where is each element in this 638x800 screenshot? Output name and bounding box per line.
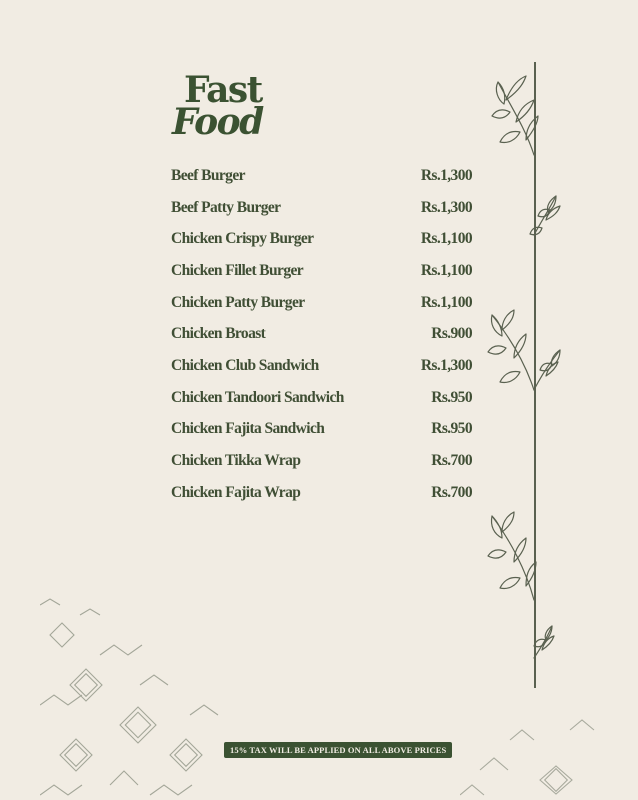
item-name: Chicken Tikka Wrap	[171, 452, 301, 470]
menu-item	[171, 255, 476, 287]
menu-item	[171, 382, 476, 414]
item-price: Rs.950	[431, 388, 472, 406]
geometric-pattern-icon	[40, 595, 240, 800]
item-price: Rs.1,100	[420, 230, 472, 248]
title-line-2: Food	[172, 101, 263, 144]
item-name: Chicken Fajita Sandwich	[171, 420, 325, 438]
menu-item	[171, 318, 476, 350]
item-name: Chicken Club Sandwich	[171, 356, 319, 374]
item-name: Chicken Fajita Wrap	[171, 483, 301, 501]
item-name: Beef Burger	[171, 166, 245, 184]
menu-title	[172, 69, 263, 144]
item-name: Beef Patty Burger	[171, 198, 281, 216]
item-price: Rs.700	[431, 452, 472, 470]
menu-item	[171, 445, 476, 477]
menu-item	[171, 350, 476, 382]
menu-item	[171, 223, 476, 255]
item-name: Chicken Patty Burger	[171, 293, 305, 311]
leaf-vine-icon	[480, 60, 570, 680]
item-price: Rs.1,300	[420, 356, 472, 374]
tax-note-badge: 15% TAX WILL BE APPLIED ON ALL ABOVE PRICES	[224, 742, 452, 758]
item-price: Rs.900	[431, 325, 472, 343]
geometric-pattern-icon	[460, 700, 600, 800]
item-price: Rs.950	[431, 420, 472, 438]
menu-item	[171, 192, 476, 224]
item-price: Rs.1,100	[420, 261, 472, 279]
item-name: Chicken Fillet Burger	[171, 261, 304, 279]
menu-item	[171, 414, 476, 446]
item-price: Rs.1,300	[420, 198, 472, 216]
menu-item	[171, 287, 476, 319]
menu-item	[171, 160, 476, 192]
item-price: Rs.1,100	[420, 293, 472, 311]
item-name: Chicken Crispy Burger	[171, 230, 314, 248]
menu-item	[171, 477, 476, 509]
title-line-1: Fast	[184, 69, 262, 111]
menu-list	[171, 160, 476, 509]
item-name: Chicken Broast	[171, 325, 266, 343]
item-price: Rs.700	[431, 483, 472, 501]
item-name: Chicken Tandoori Sandwich	[171, 388, 344, 406]
item-price: Rs.1,300	[420, 166, 472, 184]
